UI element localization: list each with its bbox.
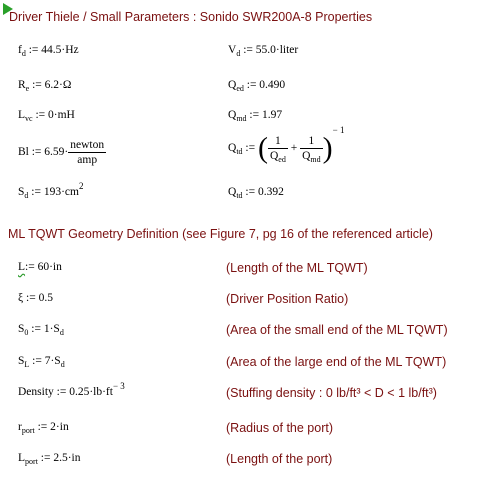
- xi-definition: ξ := 0.5: [18, 292, 53, 304]
- lport-comment: (Length of the port): [226, 452, 333, 466]
- vd-definition: $V_d$ := 55.0·liter: [228, 44, 299, 58]
- driver-section-title: Driver Thiele / Small Parameters : Sonido SWR200A-8 Properties: [9, 10, 373, 24]
- qmd-definition: $Q_{md}$ := 1.97: [228, 109, 283, 123]
- sl-definition: $S_L$ := $7\cdot S_d$: [18, 355, 65, 369]
- length-definition: L:= 60·in: [18, 261, 62, 273]
- rport-comment: (Radius of the port): [226, 421, 333, 435]
- density-definition: Density := $0.25\cdot lb\cdot ft^{- 3}$: [18, 381, 125, 398]
- re-definition: $R_e$ := 6.2·Ω: [18, 79, 72, 93]
- fd-definition: $f_d$ := 44.5·Hz: [18, 44, 79, 58]
- qed-definition: $Q_{ed}$ := 0.490: [228, 79, 286, 93]
- lvc-definition: $L_{vc}$ := 0·mH: [18, 109, 75, 123]
- xi-comment: (Driver Position Ratio): [226, 292, 349, 306]
- qtd-value: $Q_{td}$ := 0.392: [228, 186, 284, 200]
- sl-comment: (Area of the large end of the ML TQWT): [226, 355, 447, 369]
- s0-comment: (Area of the small end of the ML TQWT): [226, 323, 448, 337]
- lport-definition: $L_{port}$ := 2.5·in: [18, 452, 81, 466]
- s0-definition: $S_0$ := $1\cdot S_d$: [18, 323, 64, 337]
- bl-fraction: $\frac{\text{newton}}{\text{amp}}$: [70, 139, 105, 166]
- sd-definition: $S_d$ := $193\cdot cm^2$: [18, 181, 84, 200]
- length-comment: (Length of the ML TQWT): [226, 261, 368, 275]
- bl-definition: Bl := 6.59· $\frac{\text{newton}}{\text{amp}}$: [18, 139, 105, 166]
- rport-definition: $r_{port}$ := 2·in: [18, 421, 69, 435]
- density-comment: (Stuffing density : 0 lb/ft³ < D < 1 lb/ft³): [226, 386, 437, 400]
- geometry-section-title: ML TQWT Geometry Definition (see Figure 7, pg 16 of the referenced article): [8, 227, 433, 241]
- qtd-formula: $Q_{td}$ := ( $\frac{1}{Q_{ed}}$ + $\frac{1}{Q_{md}}$ )$^{- 1}$: [228, 125, 345, 165]
